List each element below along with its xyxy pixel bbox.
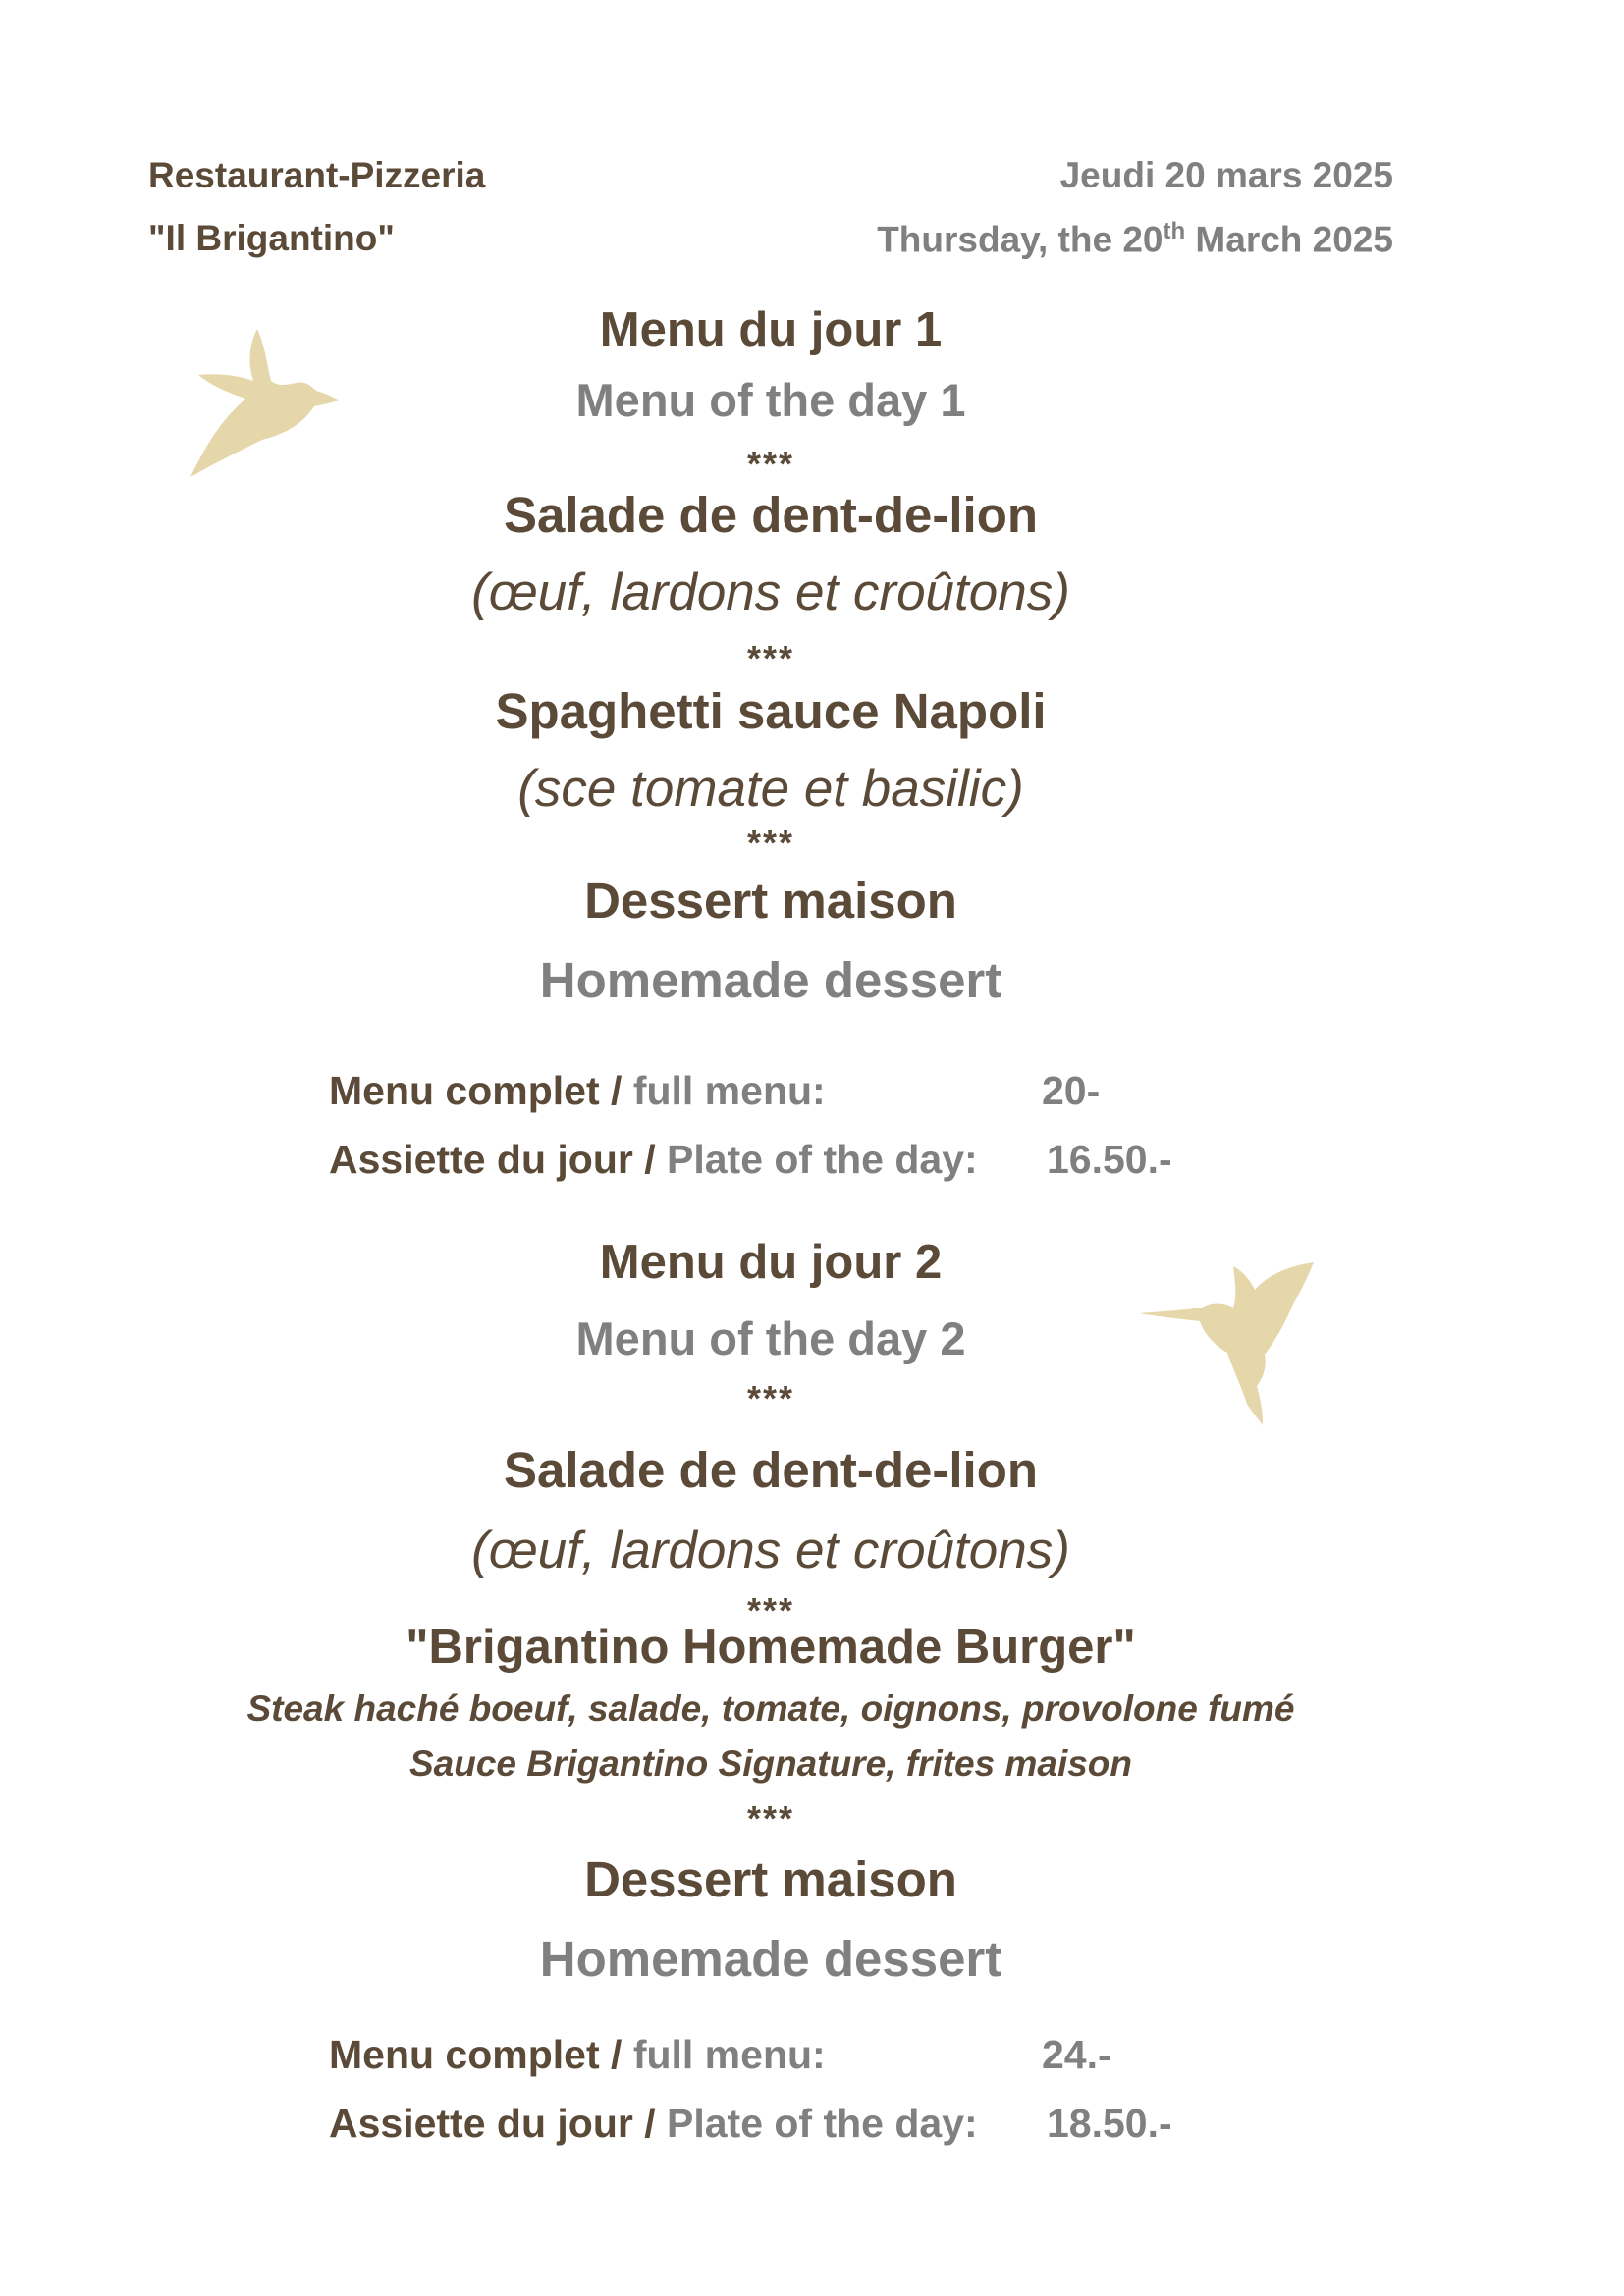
menu2-full-price-row — [329, 2032, 826, 2078]
menu1-plate-price-row — [329, 1137, 978, 1183]
menu1-plate-price: 16.50.- — [1047, 1137, 1172, 1182]
menu2-separator-1: *** — [746, 1378, 795, 1418]
menu1-plate-label-fr: Assiette du jour / — [329, 1137, 667, 1182]
menu1-main-desc: (sce tomate et basilic) — [517, 760, 1024, 818]
date-fr: Jeudi 20 mars 2025 — [1059, 155, 1393, 195]
menu2-separator-3: *** — [746, 1798, 795, 1839]
menu1-starter: Salade de dent-de-lion — [503, 487, 1039, 543]
menu1-separator-2: *** — [746, 638, 795, 678]
menu2-separator-2: *** — [746, 1590, 795, 1630]
menu1-full-price-row — [329, 1068, 826, 1114]
menu2-dessert-fr: Dessert maison — [584, 1851, 957, 1907]
menu2-full-price: 24.- — [1042, 2032, 1111, 2077]
menu1-full-label-en: full menu: — [632, 1068, 826, 1113]
menu2-main: "Brigantino Homemade Burger" — [406, 1621, 1136, 1674]
menu1-plate-label-en: Plate of the day: — [667, 1137, 978, 1182]
menu2-main-desc-line1: Steak haché boeuf, salade, tomate, oignons, provolone fumé — [246, 1688, 1295, 1729]
restaurant-type: Restaurant-Pizzeria — [148, 155, 486, 195]
date-en — [877, 218, 1393, 260]
menu1-full-label-fr: Menu complet / — [329, 1068, 633, 1113]
menu1-main: Spaghetti sauce Napoli — [495, 683, 1047, 739]
menu1-full-price: 20- — [1042, 1068, 1101, 1113]
date-en-prefix: Thursday, the 20 — [877, 219, 1164, 260]
menu1-dessert-fr: Dessert maison — [584, 873, 957, 929]
menu1-separator-1: *** — [746, 444, 795, 484]
date-en-suffix: March 2025 — [1185, 219, 1393, 260]
restaurant-name: "Il Brigantino" — [148, 218, 395, 258]
menu1-title-en: Menu of the day 1 — [575, 374, 966, 426]
menu2-full-label-fr: Menu complet / — [329, 2032, 633, 2077]
menu1-dessert-en: Homemade dessert — [539, 952, 1002, 1008]
menu2-title-fr: Menu du jour 2 — [599, 1236, 943, 1289]
menu1-separator-3: *** — [746, 823, 795, 863]
menu2-plate-label-en: Plate of the day: — [667, 2101, 978, 2146]
menu2-main-desc-line2: Sauce Brigantino Signature, frites maison — [408, 1743, 1133, 1784]
menu2-plate-price: 18.50.- — [1047, 2101, 1172, 2146]
menu2-starter-desc: (œuf, lardons et croûtons) — [471, 1522, 1070, 1579]
menu2-title-en: Menu of the day 2 — [575, 1312, 966, 1364]
menu2-full-label-en: full menu: — [632, 2032, 826, 2077]
menu2-plate-price-row — [329, 2101, 978, 2147]
date-en-sup: th — [1163, 218, 1186, 244]
menu1-title-fr: Menu du jour 1 — [599, 303, 943, 356]
menu2-starter: Salade de dent-de-lion — [503, 1442, 1039, 1498]
menu2-plate-label-fr: Assiette du jour / — [329, 2101, 667, 2146]
menu2-dessert-en: Homemade dessert — [539, 1931, 1002, 1987]
menu1-starter-desc: (œuf, lardons et croûtons) — [471, 563, 1070, 621]
